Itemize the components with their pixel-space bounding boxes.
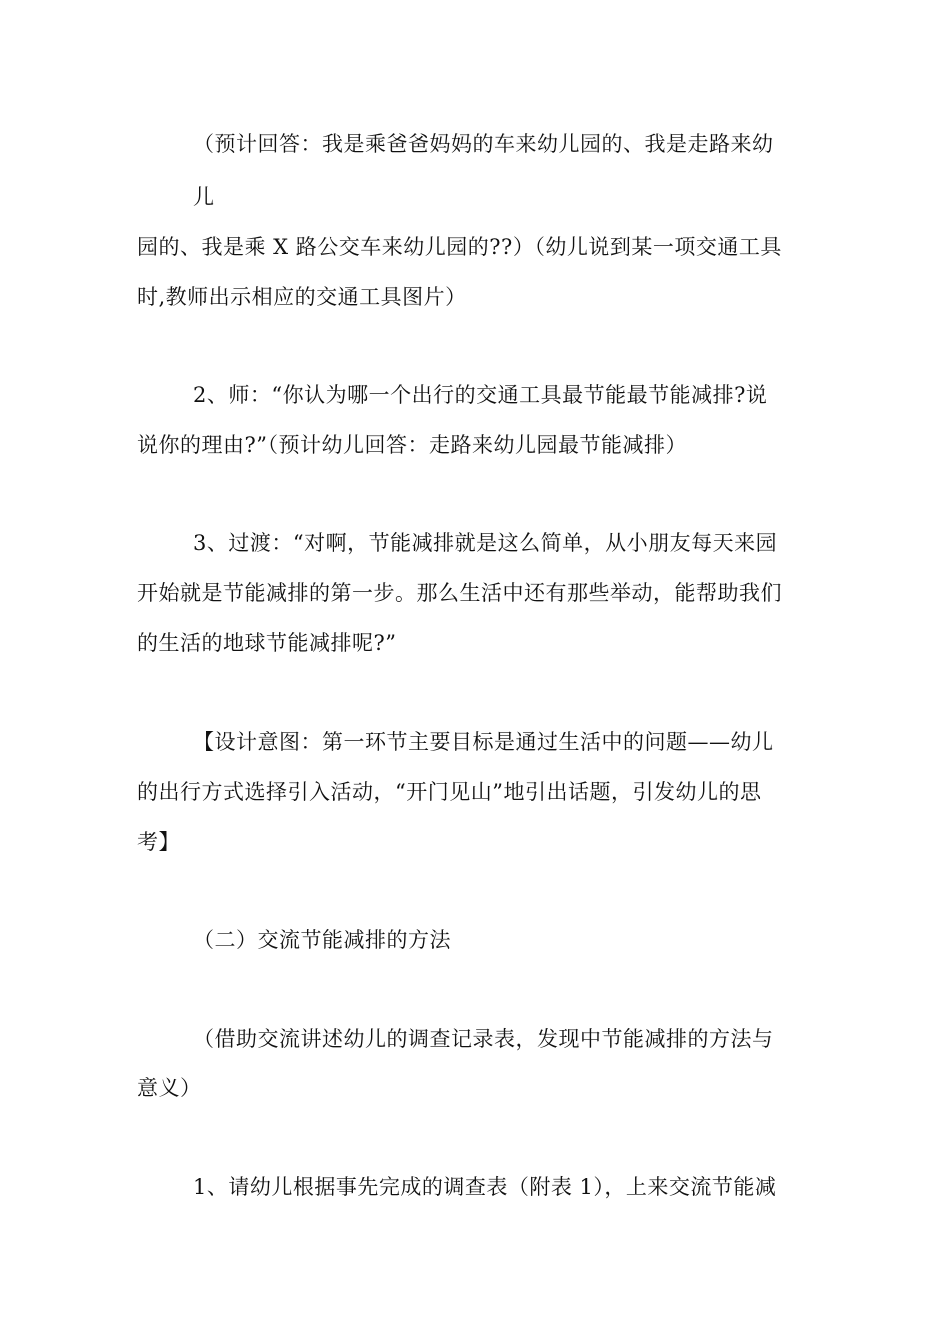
paragraph-3-line-2: 开始就是节能减排的第一步。那么生活中还有那些举动，能帮助我们 xyxy=(137,581,782,605)
design-intent-line-1: 【设计意图：第一环节主要目标是通过生活中的问题——幼儿 xyxy=(193,730,774,754)
paragraph-6-line-1: 1、请幼儿根据事先完成的调查表（附表 1），上来交流节能减 xyxy=(193,1175,777,1199)
paragraph-1-line-2: 儿 xyxy=(193,185,215,209)
paragraph-1-line-3: 园的、我是乘 X 路公交车来幼儿园的??）（幼儿说到某一项交通工具 xyxy=(137,235,782,259)
paragraph-3-line-3: 的生活的地球节能减排呢?” xyxy=(137,631,397,655)
design-intent-line-2: 的出行方式选择引入活动，“开门见山”地引出话题，引发幼儿的思 xyxy=(137,780,762,804)
paragraph-2-line-2: 说你的理由?”（预计幼儿回答：走路来幼儿园最节能减排） xyxy=(137,433,687,457)
paragraph-1-line-1: （预计回答：我是乘爸爸妈妈的车来幼儿园的、我是走路来幼 xyxy=(193,132,774,156)
paragraph-3-line-1: 3、过渡：“对啊，节能减排就是这么简单，从小朋友每天来园 xyxy=(193,531,778,555)
paragraph-5-line-1: （借助交流讲述幼儿的调查记录表，发现中节能减排的方法与 xyxy=(193,1027,774,1051)
section-heading: （二）交流节能减排的方法 xyxy=(193,928,451,952)
paragraph-2-line-1: 2、师：“你认为哪一个出行的交通工具最节能最节能减排?说 xyxy=(193,383,768,407)
paragraph-5-line-2: 意义） xyxy=(137,1076,202,1100)
paragraph-1-line-4: 时,教师出示相应的交通工具图片） xyxy=(137,285,467,309)
design-intent-line-3: 考】 xyxy=(137,830,180,854)
